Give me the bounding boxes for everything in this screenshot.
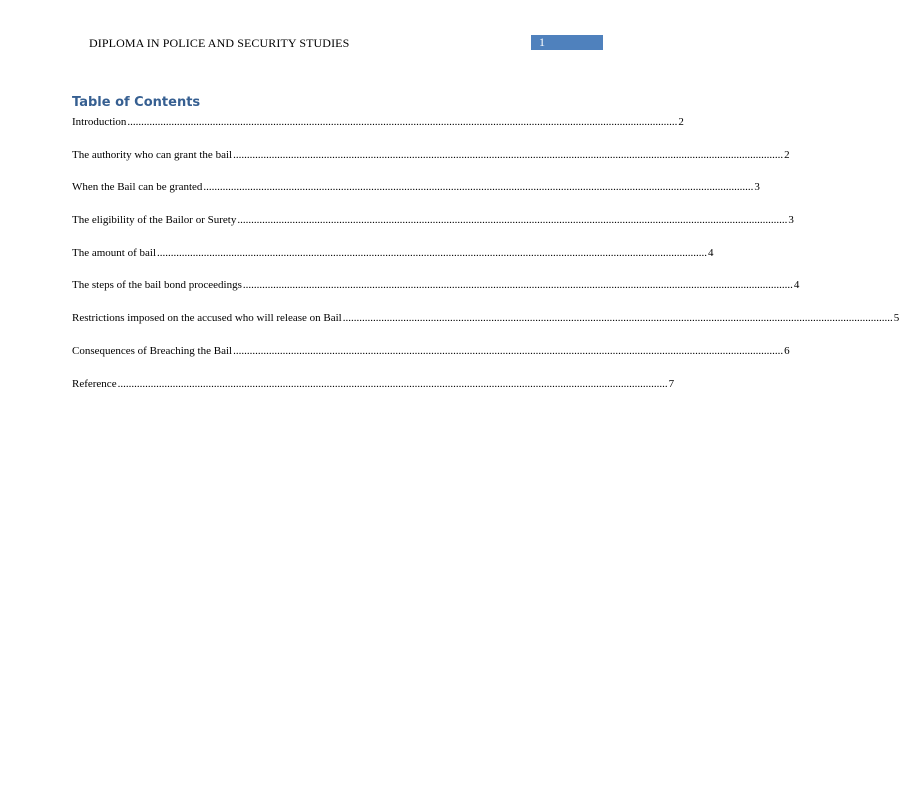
- toc-entry-title: The amount of bail: [72, 246, 157, 259]
- toc-leader-dots: ........................................................................................................................................................................................................: [342, 312, 893, 325]
- toc-entry[interactable]: [72, 179, 760, 212]
- table-of-contents: [72, 114, 899, 408]
- toc-entry-page: 4: [708, 246, 714, 259]
- toc-entry-page: 5: [893, 312, 899, 325]
- toc-entry-page: 2: [784, 148, 790, 161]
- page-number-bar: [531, 35, 603, 50]
- toc-entry-page: 6: [784, 344, 790, 357]
- toc-entry-page: 3: [788, 214, 794, 227]
- toc-entry[interactable]: [72, 343, 790, 376]
- toc-entry[interactable]: [72, 310, 899, 343]
- toc-leader-dots: ........................................................................................................................................................................................................: [237, 214, 788, 227]
- toc-entry[interactable]: [72, 277, 800, 310]
- toc-leader-dots: ........................................................................................................................................................................................................: [157, 246, 708, 259]
- toc-heading: Table of Contents: [72, 95, 201, 110]
- toc-leader-dots: ........................................................................................................................................................................................................: [203, 181, 754, 194]
- toc-leader-dots: ........................................................................................................................................................................................................: [233, 148, 784, 161]
- toc-entry-page: 2: [678, 116, 684, 128]
- toc-leader-dots: ........................................................................................................................................................................................................: [117, 377, 668, 390]
- toc-entry[interactable]: [72, 245, 714, 278]
- toc-entry-title: When the Bail can be granted: [72, 181, 203, 194]
- header-title: DIPLOMA IN POLICE AND SECURITY STUDIES: [89, 36, 350, 50]
- toc-entry[interactable]: [72, 212, 794, 245]
- toc-entry-page: 7: [668, 377, 675, 390]
- toc-entry[interactable]: [72, 147, 790, 180]
- toc-entry-title: The steps of the bail bond proceedings: [72, 279, 242, 292]
- toc-leader-dots: ........................................................................................................................................................................................................: [242, 279, 793, 292]
- toc-entry-title: Restrictions imposed on the accused who will release on Bail: [72, 312, 342, 325]
- toc-leader-dots: ........................................................................................................................................................................................................: [127, 116, 678, 128]
- toc-entry-title: Reference: [72, 377, 117, 390]
- toc-entry-title: The eligibility of the Bailor or Surety: [72, 214, 237, 227]
- toc-entry-title: Introduction: [72, 116, 127, 128]
- toc-entry-title: The authority who can grant the bail: [72, 148, 233, 161]
- toc-leader-dots: ........................................................................................................................................................................................................: [233, 344, 784, 357]
- toc-entry-page: 3: [754, 181, 760, 194]
- toc-entry[interactable]: [72, 114, 684, 147]
- toc-entry-title: Consequences of Breaching the Bail: [72, 344, 233, 357]
- toc-entry-page: 4: [793, 279, 800, 292]
- toc-entry[interactable]: [72, 376, 675, 409]
- page-number: 1: [539, 35, 545, 49]
